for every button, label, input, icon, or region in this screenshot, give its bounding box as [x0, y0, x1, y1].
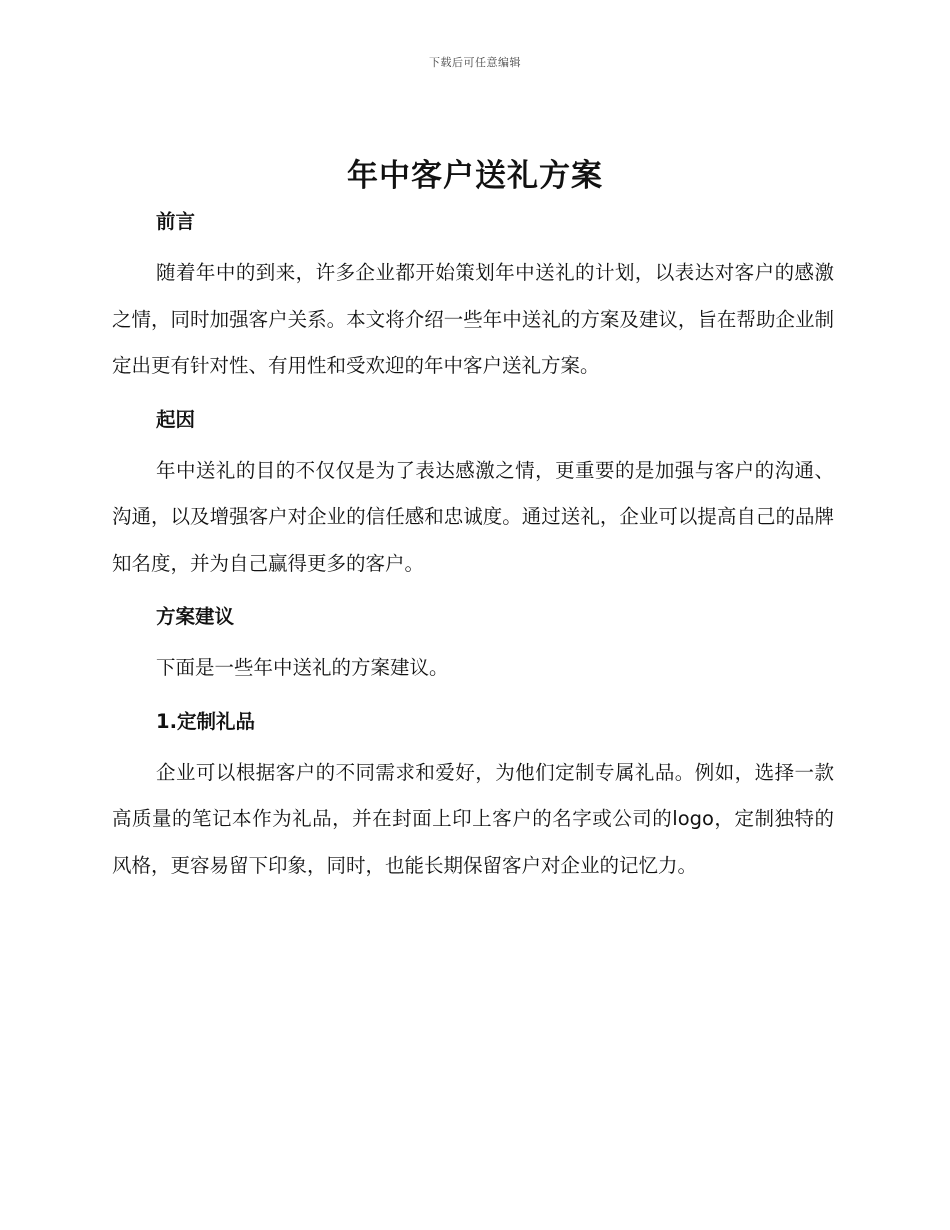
section-heading: 方案建议	[156, 605, 235, 628]
section-preface	[112, 204, 834, 390]
section-paragraph: 随着年中的到来，许多企业都开始策划年中送礼的计划，以表达对客户的感激之情，同时加强客户关系。本文将介绍一些年中送礼的方案及建议，旨在帮助企业制定出更有针对性、有用性和受欢迎的年中客户送礼方案。	[112, 261, 834, 377]
section-paragraph: 企业可以根据客户的不同需求和爱好，为他们定制专属礼品。例如，选择一款高质量的笔记本作为礼品，并在封面上印上客户的名字或公司的logo，定制独特的风格，更容易留下印象，同时，也能长期保留客户对企业的记忆力。	[112, 760, 834, 877]
section-paragraph: 下面是一些年中送礼的方案建议。	[156, 656, 449, 679]
section-paragraph: 年中送礼的目的不仅仅是为了表达感激之情，更重要的是加强与客户的沟通、沟通，以及增强客户对企业的信任感和忠诚度。通过送礼，企业可以提高自己的品牌知名度，并为自己赢得更多的客户。	[112, 458, 834, 575]
section-heading: 1.定制礼品	[156, 709, 255, 733]
document-title: 年中客户送礼方案	[347, 158, 603, 194]
page-header-note: 下载后可任意编辑	[429, 56, 521, 69]
section-suggestions	[112, 599, 834, 692]
section-cause	[112, 402, 834, 588]
section-heading: 起因	[156, 407, 196, 431]
section-custom-gifts	[112, 704, 834, 890]
document-body	[112, 204, 834, 889]
section-heading: 前言	[156, 210, 196, 233]
